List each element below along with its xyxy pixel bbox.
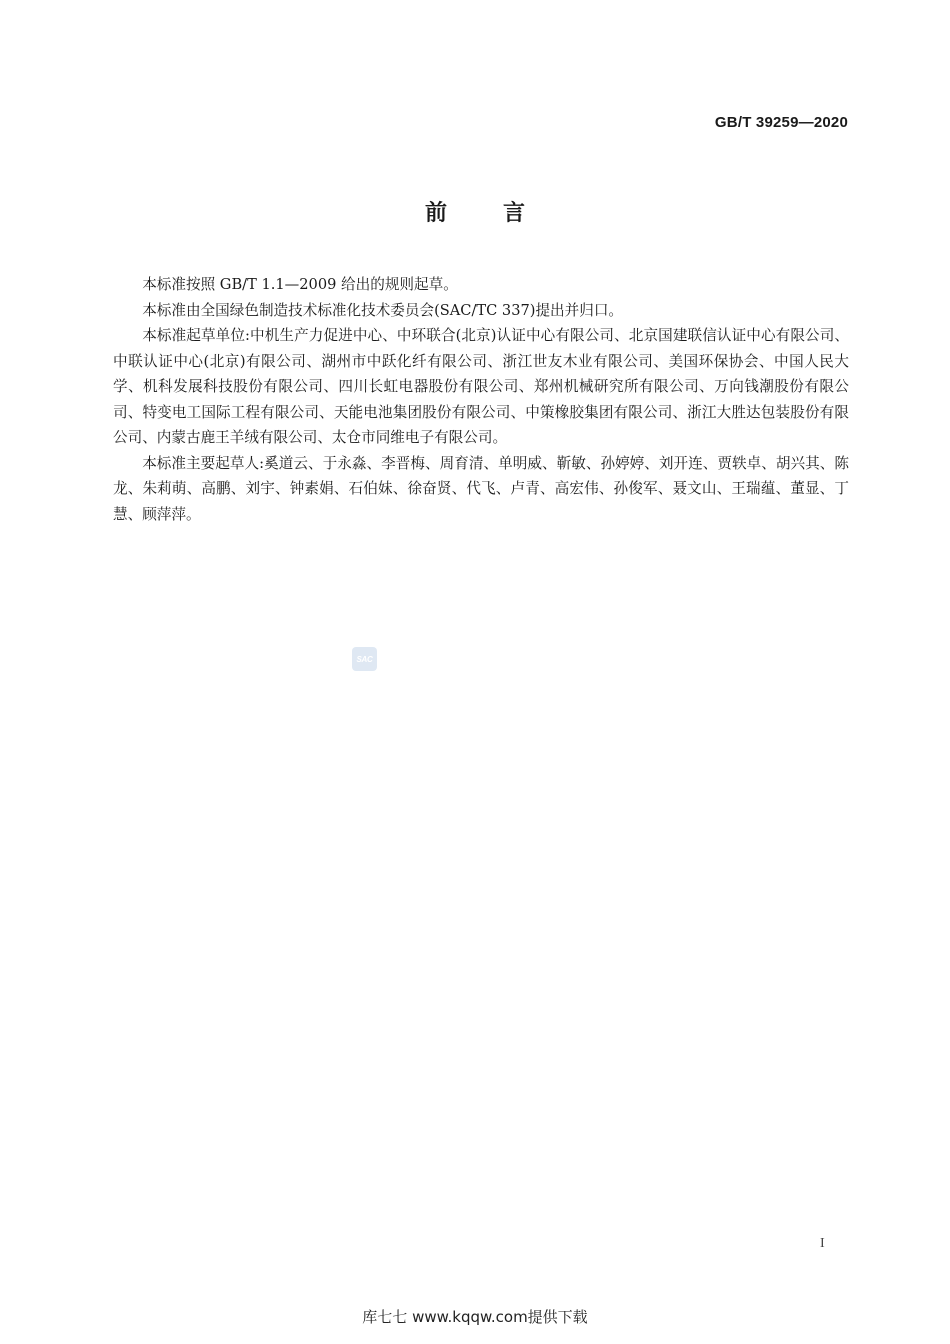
- sac-logo-icon: [352, 647, 377, 671]
- page-title: 前言: [424, 201, 581, 226]
- paragraph-drafters: 本标准主要起草人:奚道云、于永淼、李晋梅、周育清、单明威、靳敏、孙婷婷、刘开连、贾轶卓、胡兴其、陈龙、朱莉萌、高鹏、刘宇、钟素娟、石伯妹、徐奋贤、代飞、卢青、高宏伟、孙俊军、聂文山、王瑞蕴、董显、丁慧、顾萍萍。: [113, 454, 849, 523]
- paragraph-drafting-rules: 本标准按照 GB/T 1.1—2009 给出的规则起草。: [142, 276, 458, 293]
- download-footer: 库七七 www.kqqw.com提供下载: [362, 1308, 588, 1326]
- paragraph-drafting-units: 本标准起草单位:中机生产力促进中心、中环联合(北京)认证中心有限公司、北京国建联信认证中心有限公司、中联认证中心(北京)有限公司、湖州市中跃化纤有限公司、浙江世友木业有限公司、美国环保协会、中国人民大学、机科发展科技股份有限公司、四川长虹电器股份有限公司、郑州机械研究所有限公司、万向钱潮股份有限公司、特变电工国际工程有限公司、天能电池集团股份有限公司、中策橡胶集团有限公司、浙江大胜达包装股份有限公司、内蒙古鹿王羊绒有限公司、太仓市同维电子有限公司。: [113, 327, 849, 446]
- foreword-body: [113, 272, 849, 527]
- page-number: I: [820, 1236, 825, 1251]
- paragraph-committee: 本标准由全国绿色制造技术标准化技术委员会(SAC/TC 337)提出并归口。: [142, 301, 624, 319]
- watermark-text: SAC: [356, 654, 373, 664]
- standard-code: GB/T 39259—2020: [714, 114, 848, 131]
